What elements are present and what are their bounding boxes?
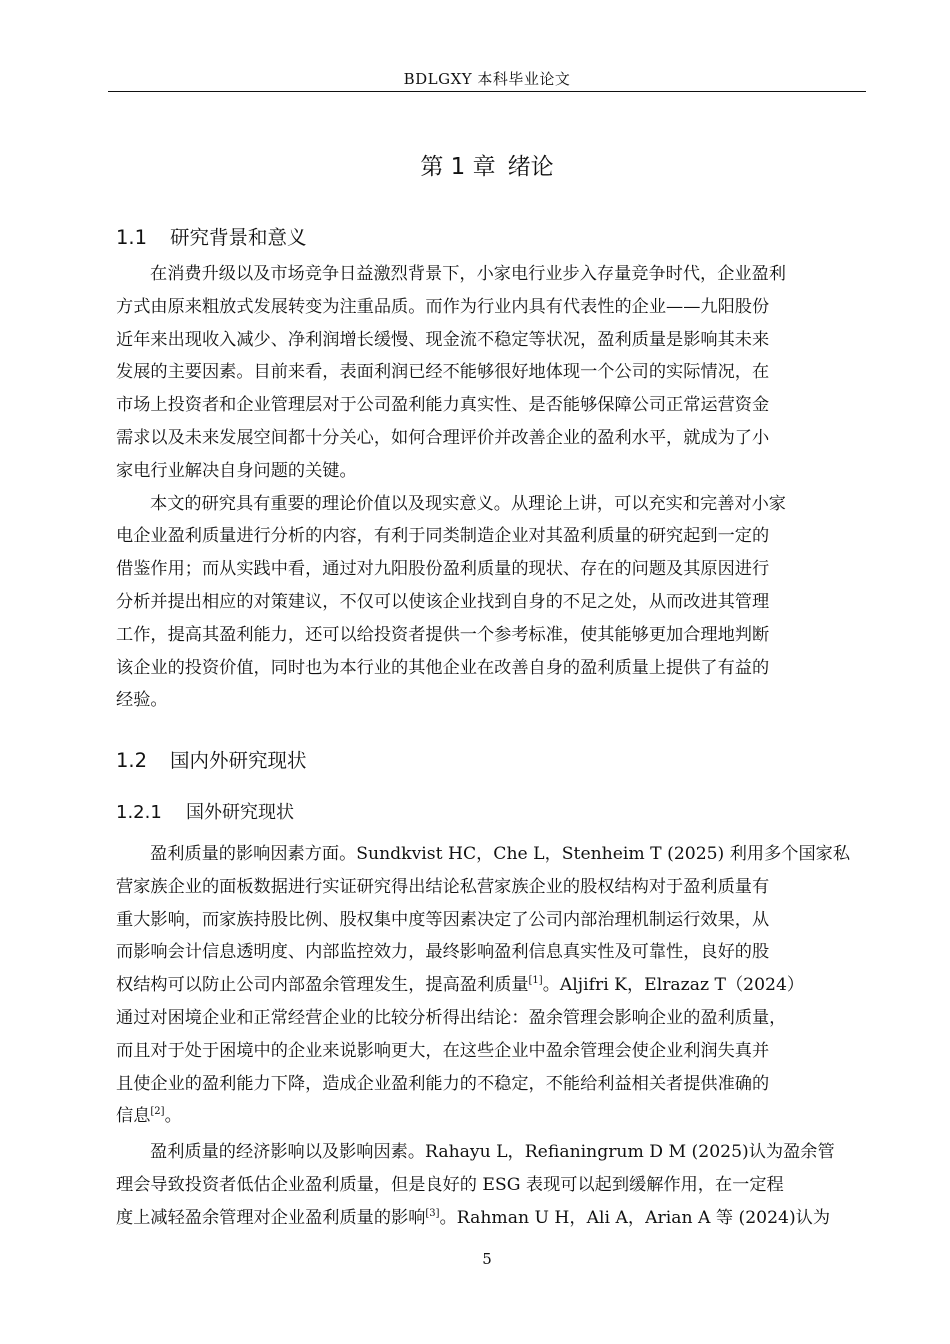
text-line: 通过对困境企业和正常经营企业的比较分析得出结论：盈余管理会影响企业的盈利质量， <box>116 1007 787 1028</box>
text-line: 在消费升级以及市场竞争日益激烈背景下，小家电行业步入存量竞争时代，企业盈利 <box>150 264 786 284</box>
text-line: 而且对于处于困境中的企业来说影响更大，在这些企业中盈余管理会使企业利润失真并 <box>116 1040 770 1061</box>
text-line: 理会导致投资者低估企业盈利质量，但是良好的 ESG 表现可以起到缓解作用，在一定程 <box>116 1174 784 1195</box>
text-span: 信息 <box>116 1106 151 1127</box>
citation-ref: [3] <box>425 1207 440 1219</box>
text-line <box>116 1202 864 1235</box>
text-line: 重大影响，而家族持股比例、股权集中度等因素决定了公司内部治理机制运行效果，从 <box>116 909 770 930</box>
text-line: 发展的主要因素。目前来看，表面利润已经不能够很好地体现一个公司的实际情况，在 <box>116 362 770 383</box>
header-rule <box>108 91 866 92</box>
text-line: 需求以及未来发展空间都十分关心，如何合理评价并改善企业的盈利水平，就成为了小 <box>116 427 770 448</box>
subsection-title: 国外研究现状 <box>186 802 294 823</box>
section-number: 1.1 <box>116 226 148 249</box>
subsection-number: 1.2.1 <box>116 802 162 823</box>
text-line: 经验。 <box>116 690 168 711</box>
text-line: 本文的研究具有重要的理论价值以及现实意义。从理论上讲，可以充实和完善对小家 <box>150 493 786 514</box>
section-heading-1-1 <box>116 222 307 250</box>
text-line <box>116 969 864 1002</box>
text-line: 该企业的投资价值，同时也为本行业的其他企业在改善自身的盈利质量上提供了有益的 <box>116 657 770 678</box>
text-line: 分析并提出相应的对策建议，不仅可以使该企业找到自身的不足之处，从而改进其管理 <box>116 591 770 612</box>
page-number: 5 <box>482 1250 492 1268</box>
text-line <box>116 1100 864 1133</box>
chapter-heading <box>108 148 866 181</box>
text-line: 家电行业解决自身问题的关键。 <box>116 460 357 481</box>
section-number: 1.2 <box>116 749 148 772</box>
text-span: 度上减轻盈余管理对企业盈利质量的影响 <box>116 1207 426 1228</box>
text-line: 盈利质量的经济影响以及影响因素。Rahayu L，Refianingrum D M (2025)认为盈余管 <box>150 1142 835 1163</box>
text-span: 。Rahman U H，Ali A，Arian A 等 (2024)认为 <box>439 1207 831 1228</box>
text-line: 营家族企业的面板数据进行实证研究得出结论私营家族企业的股权结构对于盈利质量有 <box>116 876 770 897</box>
chapter-title: 绪论 <box>507 154 554 180</box>
text-span: 权结构可以防止公司内部盈余管理发生，提高盈利质量 <box>116 975 529 996</box>
section-title: 国内外研究现状 <box>170 749 307 772</box>
text-line: 而影响会计信息透明度、内部监控效力，最终影响盈利信息真实性及可靠性，良好的股 <box>116 942 770 963</box>
text-line: 方式由原来粗放式发展转变为注重品质。而作为行业内具有代表性的企业——九阳股份 <box>116 296 770 317</box>
text-line: 借鉴作用；而从实践中看，通过对九阳股份盈利质量的现状、存在的问题及其原因进行 <box>116 559 770 580</box>
chapter-number: 第 1 章 <box>420 154 496 180</box>
section-title: 研究背景和意义 <box>170 226 307 249</box>
text-line: 盈利质量的影响因素方面。Sundkvist HC，Che L，Stenheim T (2025) 利用多个国家私 <box>150 844 851 864</box>
running-header: BDLGXY 本科毕业论文 <box>403 70 571 88</box>
citation-ref: [1] <box>528 975 543 987</box>
text-span: 。Aljifri K，Elrazaz T（2024） <box>542 975 805 996</box>
text-line: 且使企业的盈利能力下降，造成企业盈利能力的不稳定，不能给利益相关者提供准确的 <box>116 1073 770 1094</box>
subsection-heading-1-2-1 <box>116 798 294 824</box>
text-span: 。 <box>164 1106 182 1127</box>
paragraph-background <box>116 258 864 717</box>
paragraph-literature <box>116 838 864 1235</box>
text-line: 近年来出现收入减少、净利润增长缓慢、现金流不稳定等状况，盈利质量是影响其未来 <box>116 329 770 350</box>
citation-ref: [2] <box>150 1106 165 1118</box>
text-line: 电企业盈利质量进行分析的内容，有利于同类制造企业对其盈利质量的研究起到一定的 <box>116 526 770 547</box>
section-heading-1-2 <box>116 745 307 773</box>
text-line: 市场上投资者和企业管理层对于公司盈利能力真实性、是否能够保障公司正常运营资金 <box>116 395 770 416</box>
text-line: 工作，提高其盈利能力，还可以给投资者提供一个参考标准，使其能够更加合理地判断 <box>116 624 770 645</box>
